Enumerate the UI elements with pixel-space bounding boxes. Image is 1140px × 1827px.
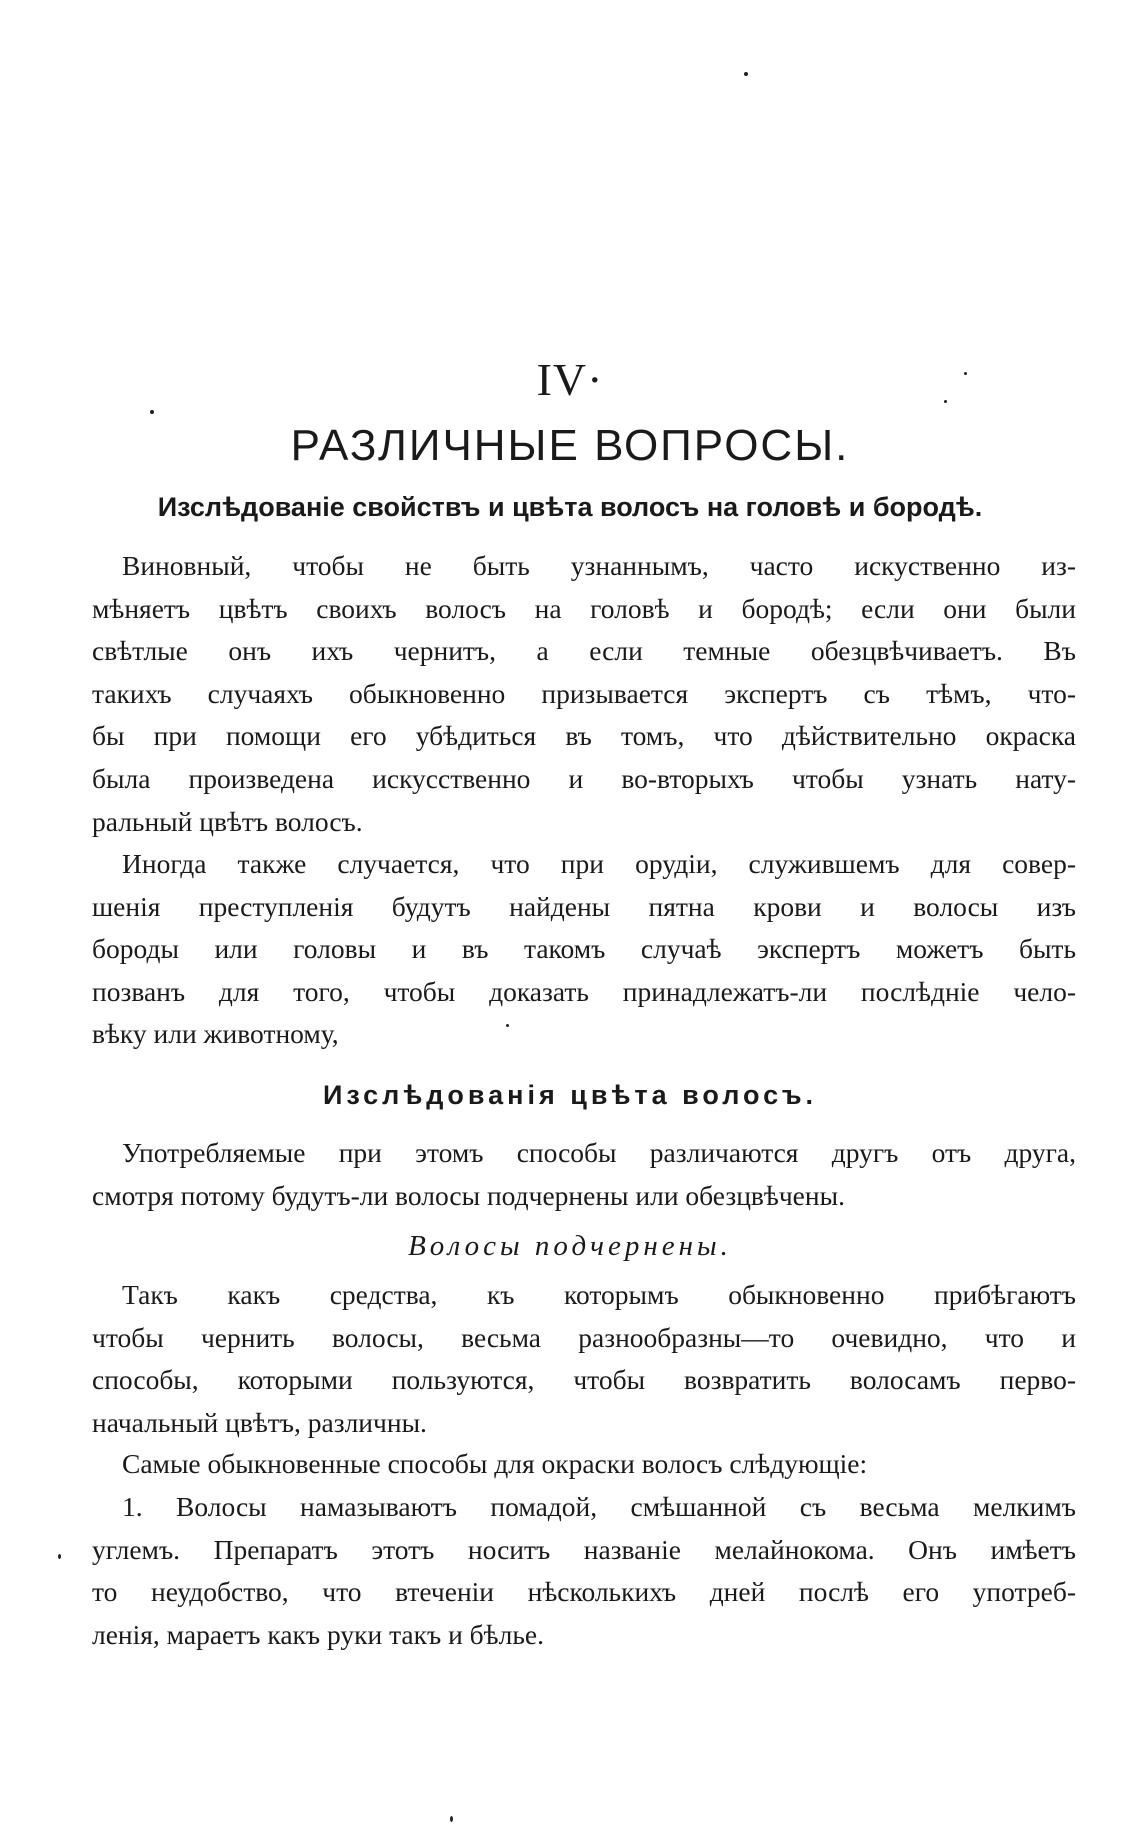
paragraph [92,843,1076,1056]
paragraph [92,1132,1076,1217]
paragraph [92,1443,1076,1486]
subsection-heading-blackened: Волосы подчернены. [408,1230,732,1262]
text-line: ленія, мараетъ какъ руки такъ и бѣлье. [92,1618,544,1650]
print-speck [450,1816,453,1822]
text-line: свѣтлые онъ ихъ чернитъ, а если темные обезцвѣчиваетъ. Въ [92,635,1076,667]
text-line: Виновный, чтобы не быть узнаннымъ, часто искуственно из- [122,550,1076,581]
text-line: углемъ. Препаратъ этотъ носитъ названіе мелайнокома. Онъ имѣетъ [92,1533,1076,1565]
text-line: ральный цвѣтъ волосъ. [92,805,363,837]
paragraph [92,1486,1076,1656]
text-line: бороды или головы и въ такомъ случаѣ экспертъ можетъ быть [92,933,1076,965]
text-line: Иногда также случается, что при орудіи, служившемъ для совер- [122,848,1076,879]
paragraph [92,545,1076,843]
text-line: Самые обыкновенные способы для окраски волосъ слѣдующіе: [122,1448,868,1479]
print-speck [744,72,748,76]
text-line: такихъ случаяхъ обыкновенно призывается экспертъ съ тѣмъ, что- [92,677,1076,709]
text-line: вѣку или животному, [92,1018,339,1050]
chapter-number: IV· [536,354,604,405]
text-line: 1. Волосы намазываютъ помадой, смѣшанной съ весьма мелкимъ [122,1491,1076,1522]
text-line: шенія преступленія будутъ найдены пятна крови и волосы изъ [92,890,1076,922]
section-heading-properties: Изслѣдованіе свойствъ и цвѣта волосъ на головѣ и бородѣ. [157,492,983,522]
text-line: чтобы чернить волосы, весьма разнообразны—то очевидно, что и [92,1321,1076,1353]
text-line: мѣняетъ цвѣтъ своихъ волосъ на головѣ и бородѣ; если они были [92,592,1076,624]
text-line: то неудобство, что втеченіи нѣсколькихъ дней послѣ его употреб- [92,1576,1076,1608]
text-line: Такъ какъ средства, къ которымъ обыкновенно прибѣгаютъ [122,1279,1076,1310]
chapter-title: РАЗЛИЧНЫЕ ВОПРОСЫ. [290,421,850,470]
paragraph [92,1274,1076,1444]
print-speck [58,1554,61,1559]
print-speck [506,1024,509,1027]
print-speck [964,372,967,375]
print-speck [150,410,154,414]
text-line: позванъ для того, чтобы доказать принадлежатъ-ли послѣдніе чело- [92,975,1076,1007]
text-line: способы, которыми пользуются, чтобы возвратить волосамъ перво- [92,1364,1076,1396]
print-speck [944,400,947,403]
text-line: смотря потому будутъ-ли волосы подчернены или обезцвѣчены. [92,1179,845,1211]
text-line: Употребляемые при этомъ способы различаются другъ отъ друга, [122,1137,1076,1168]
text-line: была произведена искусственно и во-вторыхъ чтобы узнать нату- [92,762,1076,794]
text-line: начальный цвѣтъ, различны. [92,1406,427,1438]
section-heading-color: Изслѣдованія цвѣта волосъ. [323,1080,817,1110]
text-line: бы при помощи его убѣдиться въ томъ, что дѣйствительно окраска [92,720,1076,752]
